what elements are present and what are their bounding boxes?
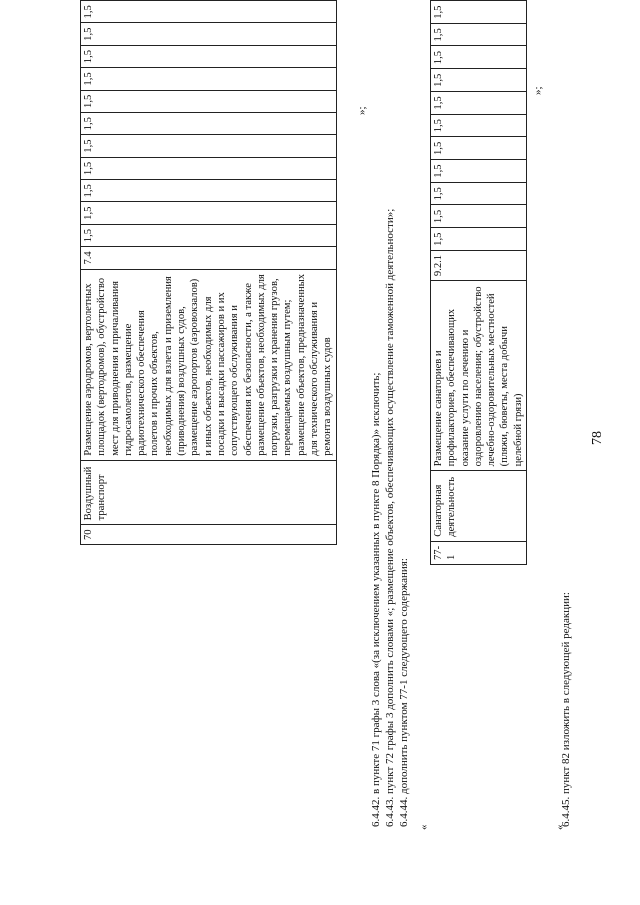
coef-cell: 1,5	[431, 228, 527, 251]
coef-cell: 1,5	[81, 1, 337, 23]
coef-cell: 1,5	[431, 114, 527, 137]
table-row-70	[80, 0, 337, 545]
coef-cell: 1,5	[81, 202, 337, 224]
coef-cell: 1,5	[81, 135, 337, 157]
coef-cell: 1,5	[431, 1, 527, 24]
coef-cell: 1,5	[81, 68, 337, 90]
amendment-6-4-45: 6.4.45. пункт 82 изложить в следующей редакции:	[560, 592, 572, 827]
activity-description: Размещение аэродромов, вертолетных площадок (вертодромов), обустройство мест для приводнения и причаливания гидросамолетов, размещение радиотехнического обеспечения полетов и прочих объектов, необходимых для взлета и приземления (приводнения) воздушных судов, размещение аэропортов (аэровокзалов) и иных объектов, необходимых для посадки и высадки пассажиров и их сопутствующего обслуживания и обеспечения их безопасности, а также размещение объектов, необходимых для погрузки, разгрузки и хранения грузов, перемещаемых воздушным путем; размещение объектов, предназначенных для технического обслуживания и ремонта воздушных судов	[81, 269, 337, 460]
coef-cell: 1,5	[431, 46, 527, 69]
page-number: 78	[590, 431, 605, 445]
code-cell: 9.2.1	[431, 250, 527, 280]
close-quote-mark-2: »;	[532, 86, 544, 95]
coef-cell: 1,5	[81, 90, 337, 112]
coef-cell: 1,5	[431, 205, 527, 228]
open-quote-mark-2: «	[418, 824, 430, 830]
coef-cell: 1,5	[81, 157, 337, 179]
open-quote-mark: «	[554, 824, 566, 830]
activity-description: Размещение санаториев и профилакториев, обеспечивающих оказание услуги по лечению и оздоровлению населения; обустройство лечебно-оздоровительных местностей (пляжи, бюветы, места добычи целебной грязи)	[431, 281, 527, 471]
amendment-6-4-42: 6.4.42. в пункте 71 графы 3 слова «(за исключением указанных в пункте 8 Порядка)» исключить;	[370, 372, 382, 827]
coef-cell: 1,5	[431, 182, 527, 205]
row-number: 70	[81, 525, 337, 545]
activity-name: Санаторная деятельность	[431, 471, 527, 541]
coef-cell: 1,5	[431, 23, 527, 46]
activity-name: Воздушный транспорт	[81, 460, 337, 525]
amendment-6-4-43: 6.4.43. пункт 72 графы 3 дополнить словами «; размещение объектов, обеспечивающих осуществление таможенной деятельности»;	[384, 208, 396, 827]
coef-cell: 1,5	[431, 69, 527, 92]
coef-cell: 1,5	[81, 112, 337, 134]
coef-cell: 1,5	[81, 180, 337, 202]
row-number: 77-1	[431, 541, 527, 564]
coef-cell: 1,5	[81, 23, 337, 45]
close-quote-mark: »;	[356, 106, 368, 115]
coef-cell: 1,5	[431, 160, 527, 183]
code-cell: 7.4	[81, 247, 337, 269]
coef-cell: 1,5	[431, 137, 527, 160]
amendment-6-4-44: 6.4.44. дополнить пунктом 77-1 следующего содержания:	[398, 558, 410, 827]
table-row-77-1	[430, 0, 527, 565]
coef-cell: 1,5	[431, 91, 527, 114]
coef-cell: 1,5	[81, 45, 337, 67]
coef-cell: 1,5	[81, 224, 337, 246]
